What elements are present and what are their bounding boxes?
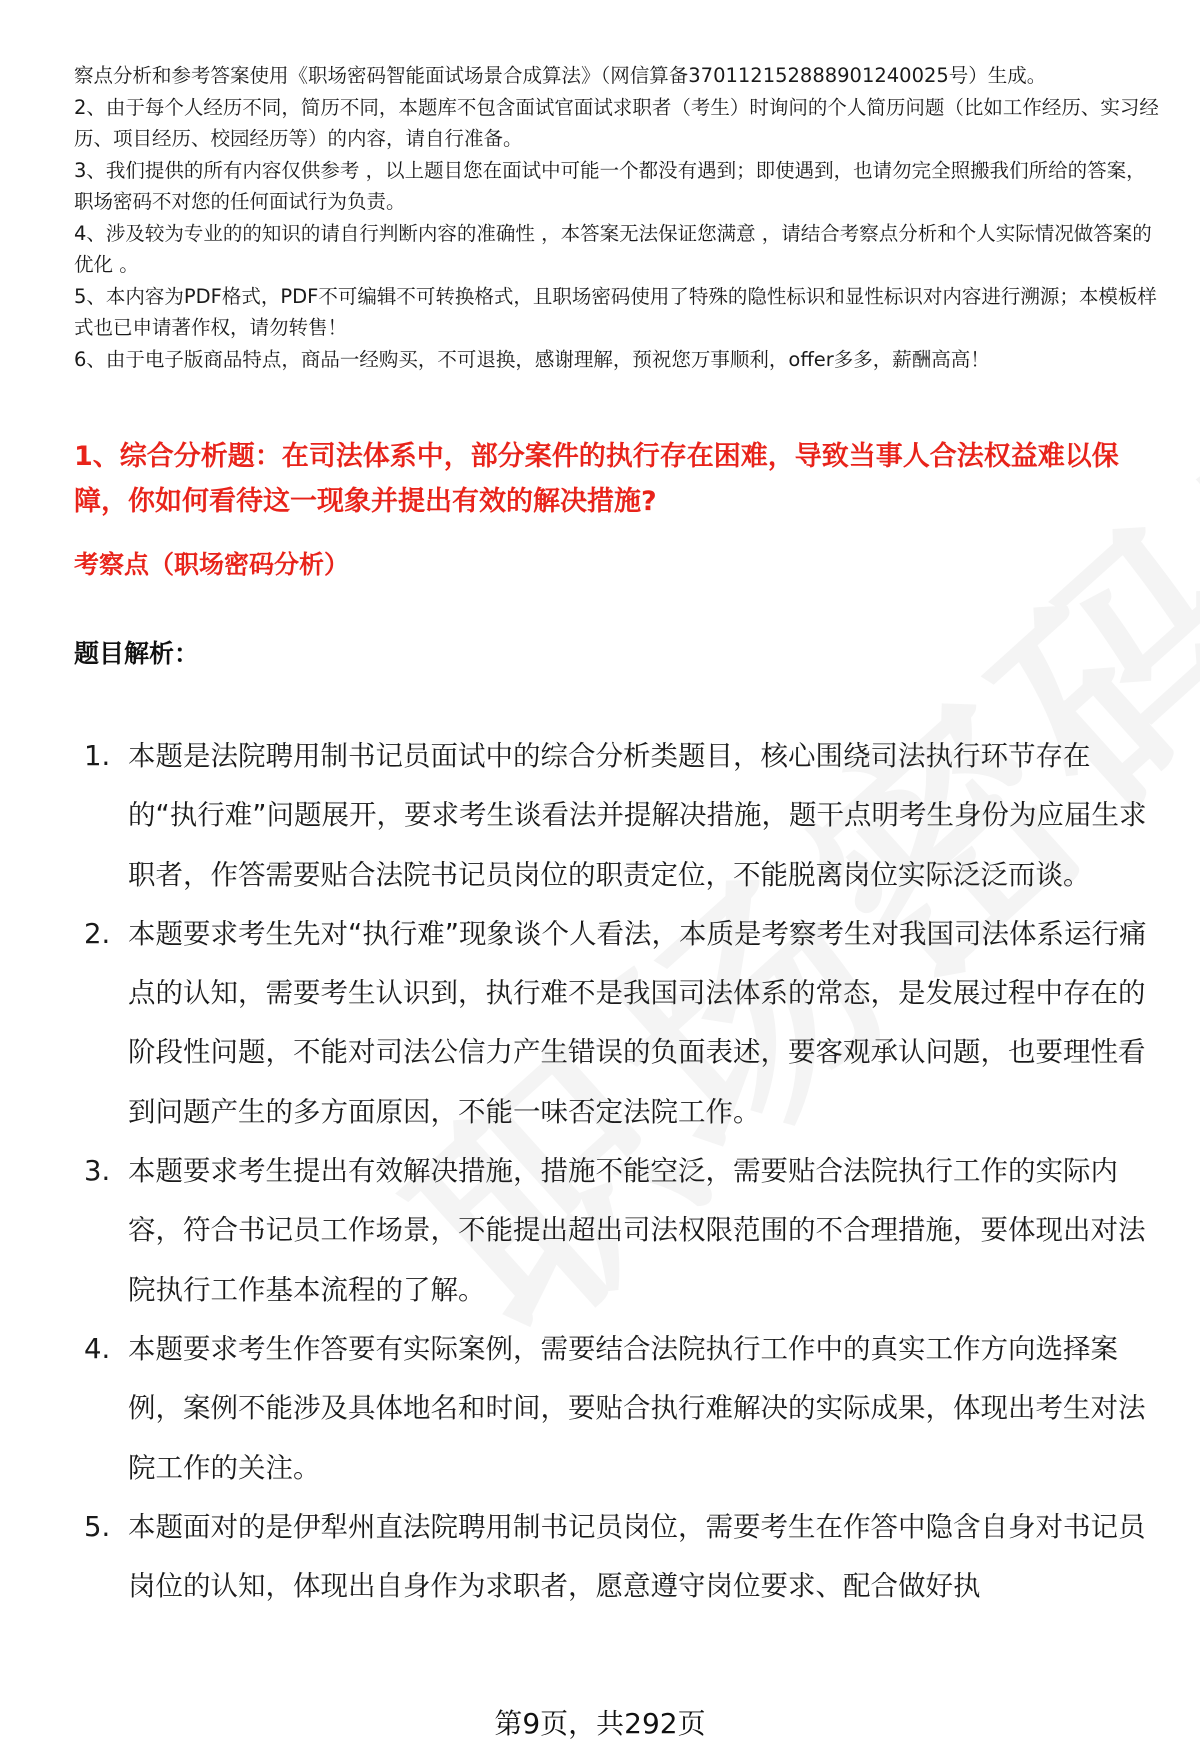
list-item-number: 3. <box>84 1155 111 1188</box>
list-item <box>80 1142 1150 1320</box>
list-item-text: 本题是法院聘用制书记员面试中的综合分析类题目，核心围绕司法执行环节存在的“执行难”问题展开，要求考生谈看法并提解决措施，题干点明考生身份为应届生求职者，作答需要贴合法院书记员岗位的职责定位，不能脱离岗位实际泛泛而谈。 <box>128 740 1147 891</box>
note-line: 2、由于每个人经历不同，简历不同，本题库不包含面试官面试求职者（考生）时询问的个人简历问题（比如工作经历、实习经历、项目经历、校园经历等）的内容，请自行准备。 <box>74 95 1159 150</box>
list-item-text: 本题要求考生作答要有实际案例，需要结合法院执行工作中的真实工作方向选择案例，案例不能涉及具体地名和时间，要贴合执行难解决的实际成果，体现出考生对法院工作的关注。 <box>128 1332 1146 1484</box>
note-line: 察点分析和参考答案使用《职场密码智能面试场景合成算法》（网信算备370112152888901240025号）生成。 <box>74 64 1047 87</box>
list-item <box>80 1320 1150 1498</box>
list-item-number: 4. <box>84 1332 111 1365</box>
focus-heading: 考察点（职场密码分析） <box>74 550 350 579</box>
list-item-number: 5. <box>84 1510 111 1543</box>
list-item <box>80 905 1150 1142</box>
list-item-number: 2. <box>84 917 111 950</box>
question-title: 1、综合分析题：在司法体系中，部分案件的执行存在困难，导致当事人合法权益难以保障，你如何看待这一现象并提出有效的解决措施? <box>74 441 1119 517</box>
note-line: 5、本内容为PDF格式，PDF不可编辑不可转换格式，且职场密码使用了特殊的隐性标识和显性标识对内容进行溯源；本模板样式也已申请著作权，请勿转售！ <box>74 284 1157 339</box>
analysis-heading: 题目解析： <box>74 639 200 668</box>
note-line: 6、由于电子版商品特点，商品一经购买，不可退换，感谢理解，预祝您万事顺利，offer多多，薪酬高高！ <box>74 347 990 371</box>
notes-block <box>74 60 1164 375</box>
list-item-text: 本题面对的是伊犁州直法院聘用制书记员岗位，需要考生在作答中隐含自身对书记员岗位的认知，体现出自身作为求职者，愿意遵守岗位要求、配合做好执 <box>128 1510 1146 1603</box>
list-item-text: 本题要求考生先对“执行难”现象谈个人看法，本质是考察考生对我国司法体系运行痛点的认知，需要考生认识到，执行难不是我国司法体系的常态，是发展过程中存在的阶段性问题，不能对司法公信力产生错误的负面表述，要客观承认问题，也要理性看到问题产生的多方面原因，不能一味否定法院工作。 <box>128 917 1147 1128</box>
analysis-list <box>80 727 1150 1616</box>
page-footer: 第9页，共292页 <box>494 1707 706 1740</box>
list-item-number: 1. <box>84 740 111 772</box>
list-item <box>80 1498 1150 1617</box>
note-line: 4、涉及较为专业的的知识的请自行判断内容的准确性 ，本答案无法保证您满意 ，请结合考察点分析和个人实际情况做答案的优化 。 <box>74 221 1152 276</box>
list-item <box>80 727 1150 905</box>
note-line: 3、我们提供的所有内容仅供参考 ，以上题目您在面试中可能一个都没有遇到；即使遇到，也请勿完全照搬我们所给的答案，职场密码不对您的任何面试行为负责。 <box>74 158 1146 213</box>
list-item-text: 本题要求考生提出有效解决措施，措施不能空泛，需要贴合法院执行工作的实际内容，符合书记员工作场景，不能提出超出司法权限范围的不合理措施，要体现出对法院执行工作基本流程的了解。 <box>128 1155 1146 1306</box>
